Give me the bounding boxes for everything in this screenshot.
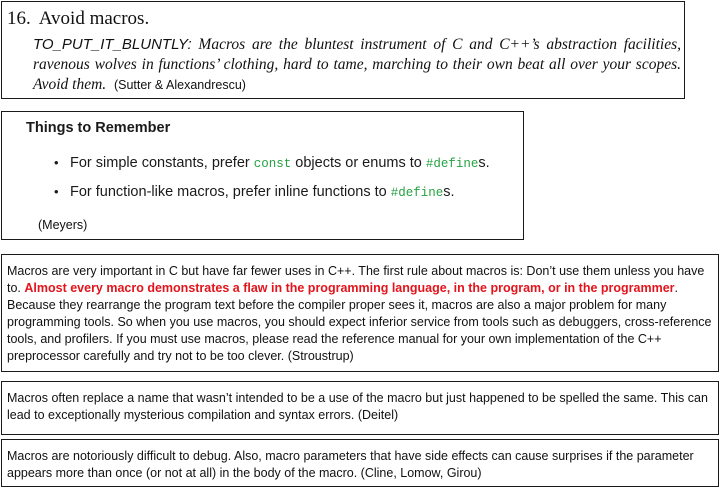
list-item: • For function-like macros, prefer inline functions to #defines. [54,178,490,207]
things-to-remember-title: Things to Remember [26,120,171,136]
remember-list [54,149,490,207]
stroustrup-box [1,254,719,372]
bullet-icon: • [54,184,59,199]
sutter-quote-box [1,1,685,99]
sutter-text: Macros are the bluntest instrument of C and C++’s abstraction facilities, ravenous wolves in functions’ clothing, hard to tame, marching to their own beat all over your scopes. Avoid them. [33,36,682,93]
heading-text: Avoid macros. [38,8,150,29]
deitel-paragraph: Macros often replace a name that wasn’t intended to be a use of the macro but just happened to be spelled the same. This can lead to exceptionally mysterious compilation and syntax errors. (Deitel) [7,391,708,422]
code-define: #define [425,157,479,171]
cline-box [1,439,719,487]
stroustrup-emphasis: Almost every macro demonstrates a flaw in the programming language, in the program, or in the programmer [24,281,675,295]
cline-citation: (Cline, Lomow, Girou) [357,466,482,480]
sutter-body [33,35,681,95]
sutter-citation: (Sutter & Alexandrescu) [113,78,246,92]
stroustrup-paragraph: Macros are very important in C but have far fewer uses in C++. The first rule about macros is: Don’t use them unless you have to. Almost every macro demonstrates a flaw in the programming language, in the program, or in the programmer. Because they rearrange the program text before the compiler proper sees it, macros are also a major problem for many programming tools. So when you use macros, you should expect inferior service from tools such as debuggers, cross-reference tools, and profilers. If you must use macros, please read the reference manual for your own implementation of the C++ preprocessor carefully and try not to be too clever. (Stroustrup) [7,264,712,363]
sutter-heading [7,8,149,30]
meyers-box [1,111,524,240]
stroustrup-citation: (Stroustrup) [284,349,354,363]
item-number: 16. [7,8,31,29]
list-item: • For simple constants, prefer const objects or enums to #defines. [54,149,490,178]
cline-paragraph: Macros are notoriously difficult to debug. Also, macro parameters that have side effects can cause surprises if the parameter appears more than once (or not at all) in the body of the macro. (Cline, Lomow, Girou) [7,449,694,480]
bullet-icon: • [54,155,59,170]
code-define: #define [390,186,444,200]
bluntly-label: TO_PUT_IT_BLUNTLY: [33,36,192,53]
code-const: const [253,157,292,171]
meyers-citation: (Meyers) [38,218,88,232]
deitel-box [1,381,719,435]
deitel-citation: (Deitel) [354,408,399,422]
